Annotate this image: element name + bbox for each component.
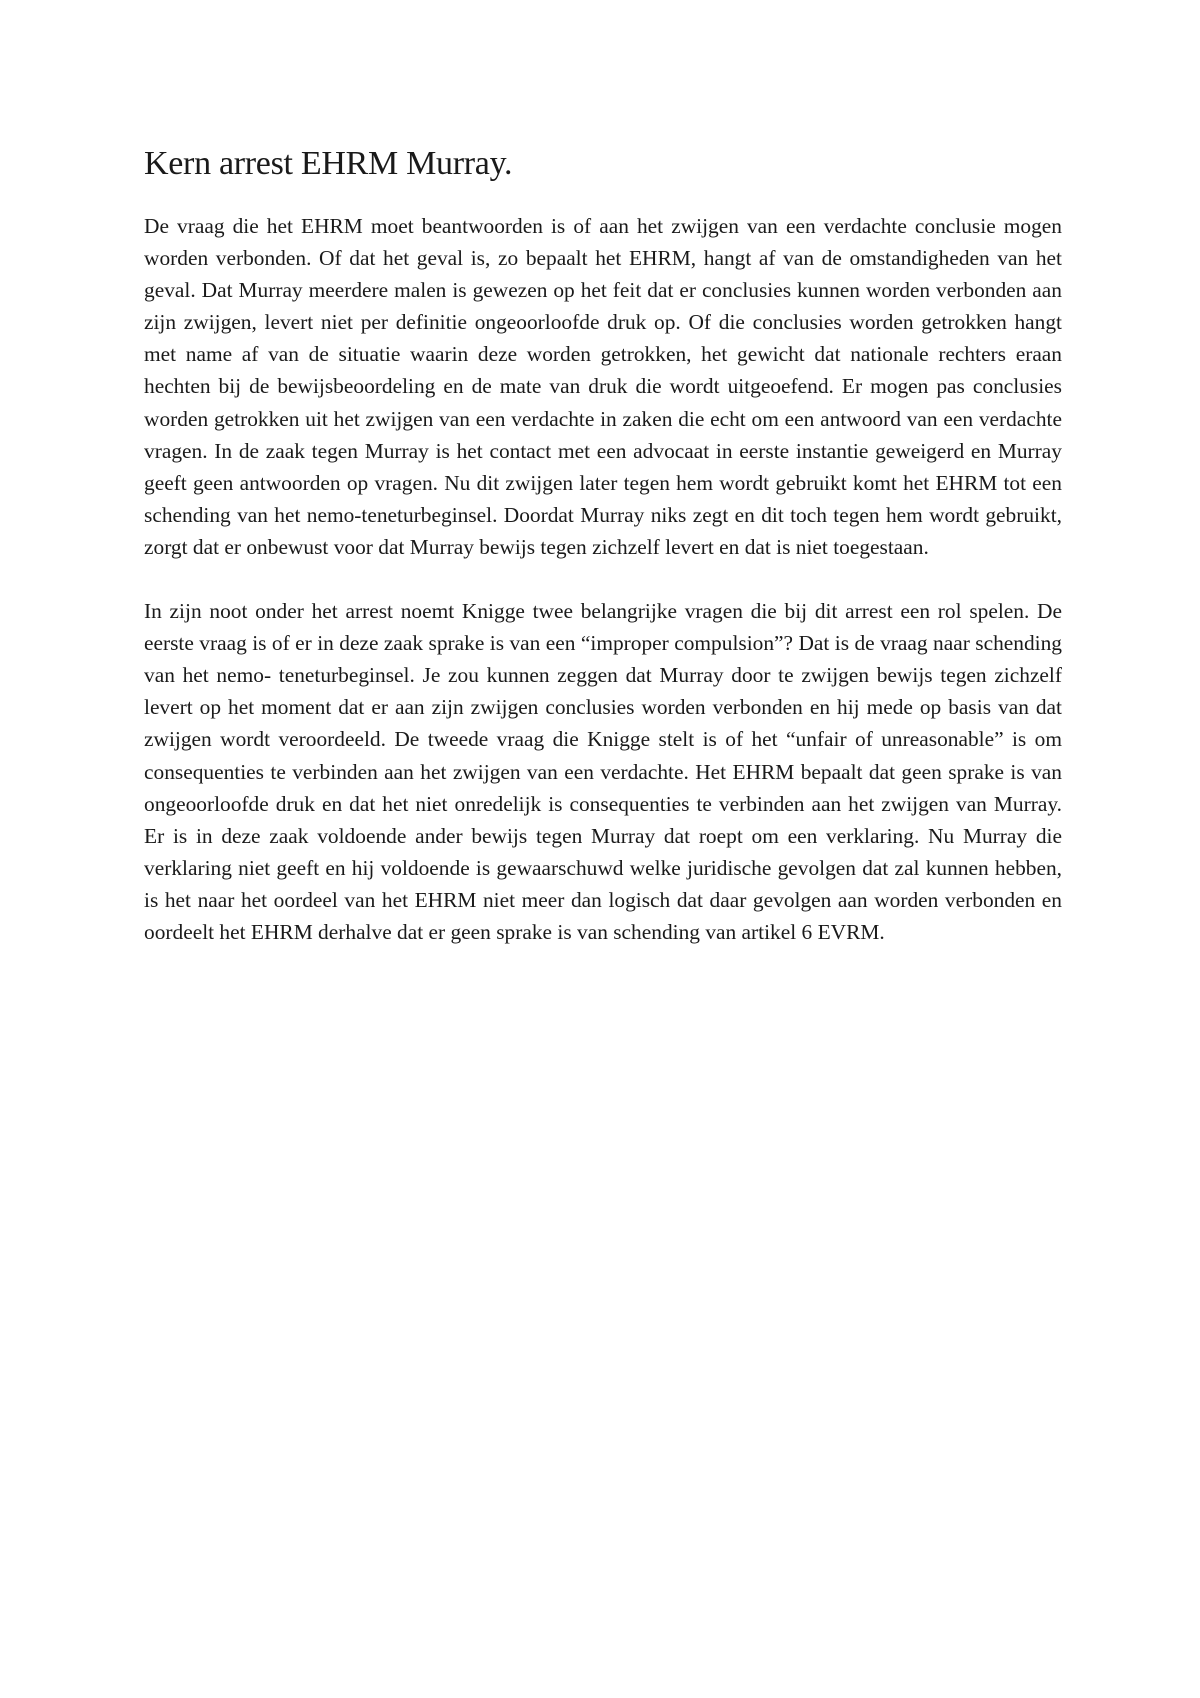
paragraph-2: In zijn noot onder het arrest noemt Knigge twee belangrijke vragen die bij dit arrest een rol spelen. De eerste vraag is of er in deze zaak sprake is van een “improper compulsion”? Dat is de vraag naar schending van het nemo- teneturbeginsel. Je zou kunnen zeggen dat Murray door te zwijgen bewijs tegen zichzelf levert op het moment dat er aan zijn zwijgen conclusies worden verbonden en hij mede op basis van dat zwijgen wordt veroordeeld. De tweede vraag die Knigge stelt is of het “unfair of unreasonable” is om consequenties te verbinden aan het zwijgen van een verdachte. Het EHRM bepaalt dat geen sprake is van ongeoorloofde druk en dat het niet onredelijk is consequenties te verbinden aan het zwijgen van Murray. Er is in deze zaak voldoende ander bewijs tegen Murray dat roept om een verklaring. Nu Murray die verklaring niet geeft en hij voldoende is gewaarschuwd welke juridische gevolgen dat zal kunnen hebben, is het naar het oordeel van het EHRM niet meer dan logisch dat daar gevolgen aan worden verbonden en oordeelt het EHRM derhalve dat er geen sprake is van schending van artikel 6 EVRM. [144, 599, 1062, 944]
paragraph-1: De vraag die het EHRM moet beantwoorden is of aan het zwijgen van een verdachte conclusie mogen worden verbonden. Of dat het geval is, zo bepaalt het EHRM, hangt af van de omstandigheden van het geval. Dat Murray meerdere malen is gewezen op het feit dat er conclusies kunnen worden verbonden aan zijn zwijgen, levert niet per definitie ongeoorloofde druk op. Of die conclusies worden getrokken hangt met name af van de situatie waarin deze worden getrokken, het gewicht dat nationale rechters eraan hechten bij de bewijsbeoordeling en de mate van druk die wordt uitgeoefend. Er mogen pas conclusies worden getrokken uit het zwijgen van een verdachte in zaken die echt om een antwoord van een verdachte vragen. In de zaak tegen Murray is het contact met een advocaat in eerste instantie geweigerd en Murray geeft geen antwoorden op vragen. Nu dit zwijgen later tegen hem wordt gebruikt komt het EHRM tot een schending van het nemo-teneturbeginsel. Doordat Murray niks zegt en dit toch tegen hem wordt gebruikt, zorgt dat er onbewust voor dat Murray bewijs tegen zichzelf levert en dat is niet toegestaan. [144, 214, 1062, 559]
document-body [144, 142, 1062, 980]
document-title: Kern arrest EHRM Murray. [144, 145, 513, 182]
